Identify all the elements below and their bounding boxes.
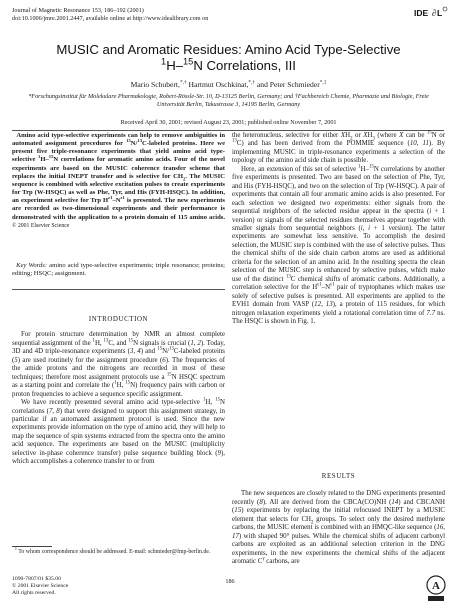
ideal-logo xyxy=(412,5,448,39)
title-line-2: $^1$H–$^{15}$N Correlations, III xyxy=(161,56,296,73)
ideal-logo-icon xyxy=(412,5,448,39)
svg-text:∂: ∂ xyxy=(432,8,437,18)
publisher-logo-icon xyxy=(424,574,448,604)
journal-header xyxy=(12,7,312,22)
introduction-section xyxy=(12,316,225,467)
publisher-logo xyxy=(424,574,448,604)
footnote: $^1$ To whom correspondence should be addressed. E-mail: schmieder@fmp-berlin.de. xyxy=(14,546,211,555)
bottom-publisher-info xyxy=(12,576,68,596)
keywords xyxy=(12,262,225,278)
intro-paragraph-1: For protein structure determination by NMR an almost complete sequential assignment of the $^1$H, $^{13}$C, and $^{15}$N signals is crucial (1, 2). Today, 3D and 4D triple-resonance experiments (3, 4) and $^{15}$N/$^{13}$C-labeled proteins (5) are used routinely for the assignment procedure (6). The frequencies of the amide protons and the nitrogens are recorded in most of these techniques; therefore most assignment protocols use a $^{15}$N HSQC spectrum as a starting point and correlate the ($^1$H, $^{15}$N) frequency pairs with carbon or proton frequencies to achieve a sequence specific assignment. xyxy=(12,331,226,398)
svg-text:L: L xyxy=(437,8,443,18)
issn-price: 1090-7807/01 $35.00 xyxy=(12,576,61,582)
header-rule xyxy=(12,130,444,131)
svg-text:A: A xyxy=(432,580,440,592)
received-dates: Received April 30, 2001; revised August 23, 2001; published online November 7, 2001 xyxy=(120,119,337,126)
right-column xyxy=(232,132,445,326)
article-title xyxy=(0,42,457,73)
svg-text:IDE: IDE xyxy=(414,8,429,18)
keywords-text: amino acid type-selective experiments; triple resonance; proteins; editing; HSQC; assignment. xyxy=(12,262,225,278)
intro-paragraph-2: We have recently presented several amino acid type-selective $^1$H, $^{15}$N correlations (7, 8) that were designed to support this assignment strategy, in particular if an automated assignment protocol is used. Since the new experiments provide information on the type of amino acid, they will help to map the sequence of spin systems extracted from the spectra onto the amino acid sequence. The experiments are based on the MUSIC (multiplicity selective in-phase coherence transfer) pulse sequence building block (9), which accomplishes a coherence transfer to or from xyxy=(12,397,225,466)
rights-reserved: All rights reserved. xyxy=(12,589,56,596)
abstract xyxy=(12,132,225,230)
introduction-heading: INTRODUCTION xyxy=(88,316,149,323)
results-paragraph-1: The new sequences are closely related to the DNG experiments presented recently (8). All are derived from the CBCA(CO)NH (14) and CBCANH (15) experiments by replacing the initial refocused INEPT by a MUSIC element that selects for $CH_2$ groups. To select only the desired methylene carbons, the MUSIC element is combined with an HMQC-like sequence (16, 17) with shaped 90° pulses. While the chemical shifts of adjacent carbonyl carbons are exploited as an additional selection criterion in the DNG experiments, in the new experiments the chemical shifts of the adjacent aromatic $C^\gamma$ carbons, are xyxy=(232,490,445,566)
results-section xyxy=(232,473,445,567)
abstract-rule xyxy=(12,289,225,290)
abstract-copyright: © 2001 Elsevier Science xyxy=(12,222,70,229)
journal-citation: Journal of Magnetic Resonance 153, 186–192 (2001) xyxy=(12,7,144,14)
title-line-1: MUSIC and Aromatic Residues: Amino Acid Type-Selective xyxy=(56,42,401,57)
doi-line: doi:10.1006/jmre.2001.2447, available online at http://www.idealibrary.com on xyxy=(12,14,209,22)
page-number: 186 xyxy=(225,578,235,585)
affiliation: *Forschungsinstitut für Molekulare Pharmakologie, Robert-Rössle-Str. 10, D-13125 Berlin, Germany; and †Fachbereich Chemie, Pharmazie und Biologie, Freie Universität Berlin, Takustrasse 3, 14195 Berlin, Germany xyxy=(28,93,429,108)
results-heading: RESULTS xyxy=(321,473,356,480)
authors: Mario Schubert,*,† Hartmut Oschkinat,*,† and Peter Schmieder$^{*,1}$ xyxy=(130,79,327,89)
abstract-text: Amino acid type-selective experiments can help to remove ambiguities in automated assignment procedures for $^{15}$N/$^{13}$C-labeled proteins. Here we present five triple-resonance experiments that yield amino acid type-selective $^1$H–$^{15}$N correlations for aromatic amino acids. Four of the novel experiments are based on the MUSIC coherence transfer scheme that replaces the initial INEPT transfer and is selective for $CH_2$. The MUSIC sequence is combined with selective excitation pulses to create experiments for Trp (W-HSQC) as well as Phe, Tyr, and His (FYH-HSQC). In addition, an experiment selective for Trp $H^{\varepsilon 1}-N^{\varepsilon 1}$ is presented. The new experiments are recorded as two-dimensional experiments and their performance is demonstrated with the application to a protein domain of 115 amino acids. xyxy=(12,132,226,221)
keywords-label: Key Words: xyxy=(16,262,48,269)
publisher-copyright: © 2001 Elsevier Science xyxy=(12,582,69,589)
footnote-rule xyxy=(12,546,52,547)
right-paragraph-1: the heteronucleus, selective for either $XH_2$ or $XH_3$ (where X can be $^{15}$N or $^{13}$C) and has been derived from the POMMIE sequence (10, 11). By implementing MUSIC in triple-resonance experiments a selection of the topology of the amino acid side chain is possible. xyxy=(232,130,446,165)
right-paragraph-2: Here, an extension of this set of selective $^1$H–$^{15}$N correlations by another five experiments is presented. Two are based on the selection of Phe, Tyr, and His (FYH-HSQC), and two on the selection of Trp (W-HSQC). A pair of experiments that contain all four aromatic amino acids is also presented. For each selection we designed two experiments: either signals from the sequential neighbors of the selected residue appear in the spectra (i + 1 version) or signals of the selected residues themselves appear together with smaller signals from sequential neighbors (i, i + 1 version). The latter experiments are somewhat less sensitive. To accomplish the desired selection, the MUSIC step is combined with the use of selective pulses. Thus the chemical shifts of the side chain carbon atoms are used as additional criteria for the selection of an amino acid. In the resulting spectra the clean selection of the MUSIC step is enhanced by selective pulses, which make use of the distinct $^{13}$C chemical shifts of aromatic carbons. Additionally, a correlation selective for the $H^{\varepsilon 1}-N^{\varepsilon 1}$ pair of tryptophanes which makes use solely of selective pulses is presented. All experiments are applied to the EVH1 domain from VASP (12, 13), a protein of 115 residues, for which nitrogen relaxation experiments yield a rotational correlation time of 7.7 ns. The HSQC is shown in Fig. 1. xyxy=(232,164,446,325)
